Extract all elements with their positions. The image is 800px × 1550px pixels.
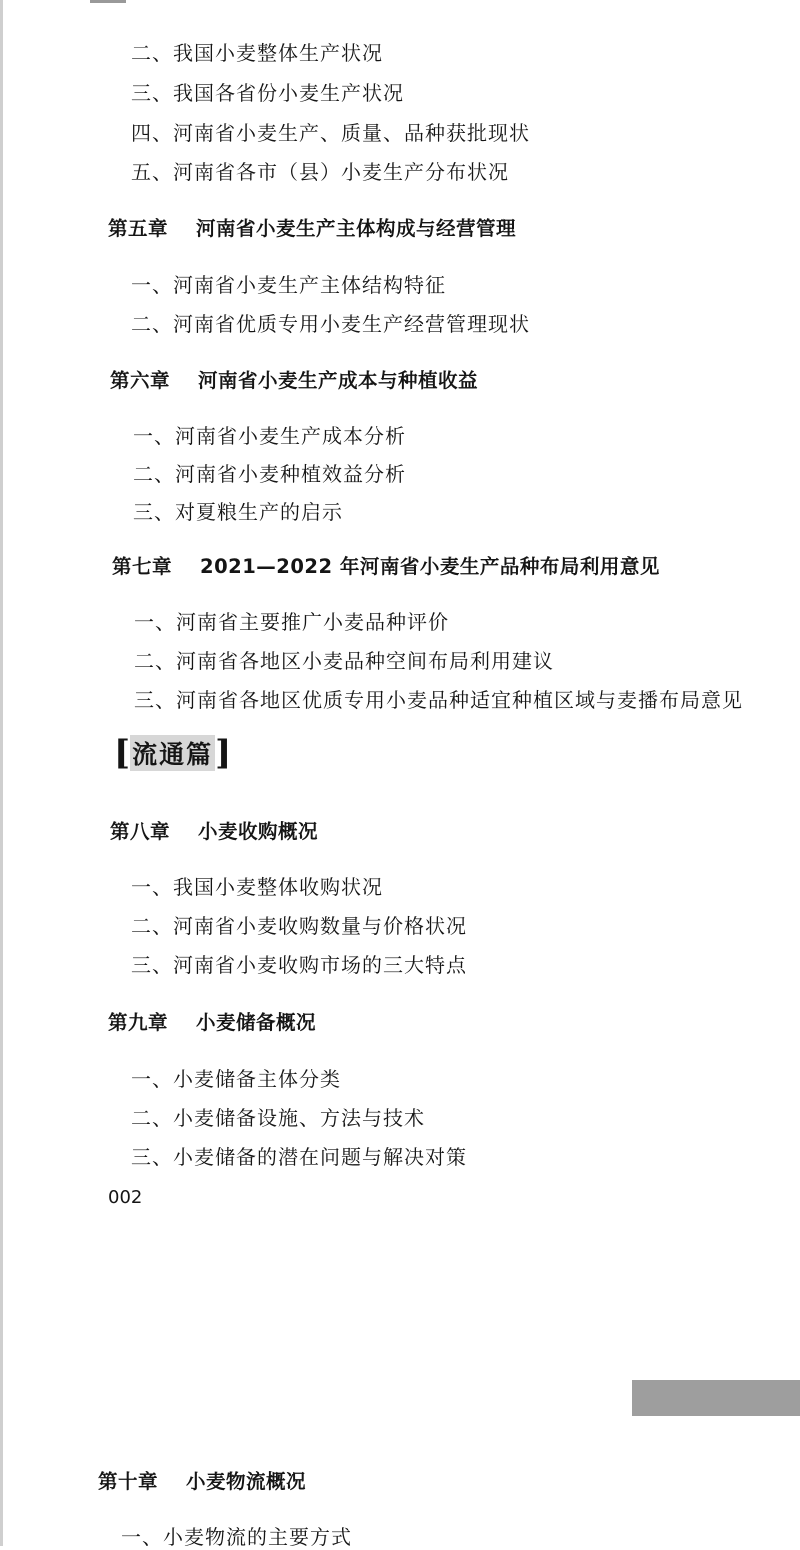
part-bracket-close: ] [215, 733, 232, 773]
toc-section: 二、河南省小麦种植效益分析 [133, 462, 406, 486]
chapter-title: 小麦物流概况 [186, 1470, 307, 1493]
page-number: 002 [108, 1187, 143, 1208]
chapter-heading [112, 551, 660, 579]
scan-edge [0, 0, 3, 1546]
chapter-title: 2021—2022 年河南省小麦生产品种布局利用意见 [200, 555, 660, 578]
toc-section: 五、河南省各市（县）小麦生产分布状况 [131, 160, 509, 184]
toc-section: 一、我国小麦整体收购状况 [131, 875, 383, 899]
chapter-title: 河南省小麦生产主体构成与经营管理 [196, 217, 517, 240]
chapter-number: 第六章 [110, 369, 171, 392]
chapter-heading [110, 365, 478, 393]
toc-section: 三、河南省小麦收购市场的三大特点 [131, 953, 467, 977]
toc-section: 一、小麦储备主体分类 [131, 1067, 341, 1091]
toc-section: 四、河南省小麦生产、质量、品种获批现状 [131, 121, 530, 145]
part-bracket-open: [ [114, 733, 131, 773]
toc-section: 三、我国各省份小麦生产状况 [131, 81, 404, 105]
toc-section: 二、河南省各地区小麦品种空间布局利用建议 [134, 649, 554, 673]
toc-section: 二、河南省优质专用小麦生产经营管理现状 [131, 312, 530, 336]
chapter-number: 第五章 [108, 217, 169, 240]
chapter-heading [98, 1466, 306, 1494]
chapter-title: 河南省小麦生产成本与种植收益 [198, 369, 479, 392]
part-title: 流通篇 [130, 735, 215, 771]
toc-section: 二、我国小麦整体生产状况 [131, 41, 383, 65]
toc-section: 三、对夏粮生产的启示 [133, 500, 343, 524]
chapter-number: 第八章 [110, 820, 171, 843]
toc-section: 一、河南省主要推广小麦品种评价 [134, 610, 449, 634]
toc-section: 一、河南省小麦生产成本分析 [133, 424, 406, 448]
chapter-heading [108, 1007, 316, 1035]
part-heading [114, 733, 231, 773]
toc-section: 一、河南省小麦生产主体结构特征 [131, 273, 446, 297]
toc-section: 三、河南省各地区优质专用小麦品种适宜种植区域与麦播布局意见 [134, 688, 743, 712]
chapter-number: 第七章 [112, 555, 173, 578]
toc-section: 二、小麦储备设施、方法与技术 [131, 1106, 425, 1130]
toc-section: 二、河南省小麦收购数量与价格状况 [131, 914, 467, 938]
chapter-heading [110, 816, 318, 844]
chapter-number: 第九章 [108, 1011, 169, 1034]
toc-section: 一、小麦物流的主要方式 [121, 1525, 352, 1549]
header-band [632, 1380, 800, 1416]
chapter-number: 第十章 [98, 1470, 159, 1493]
chapter-title: 小麦储备概况 [196, 1011, 317, 1034]
chapter-title: 小麦收购概况 [198, 820, 319, 843]
scan-mark [90, 0, 126, 3]
chapter-heading [108, 213, 516, 241]
toc-section: 三、小麦储备的潜在问题与解决对策 [131, 1145, 467, 1169]
